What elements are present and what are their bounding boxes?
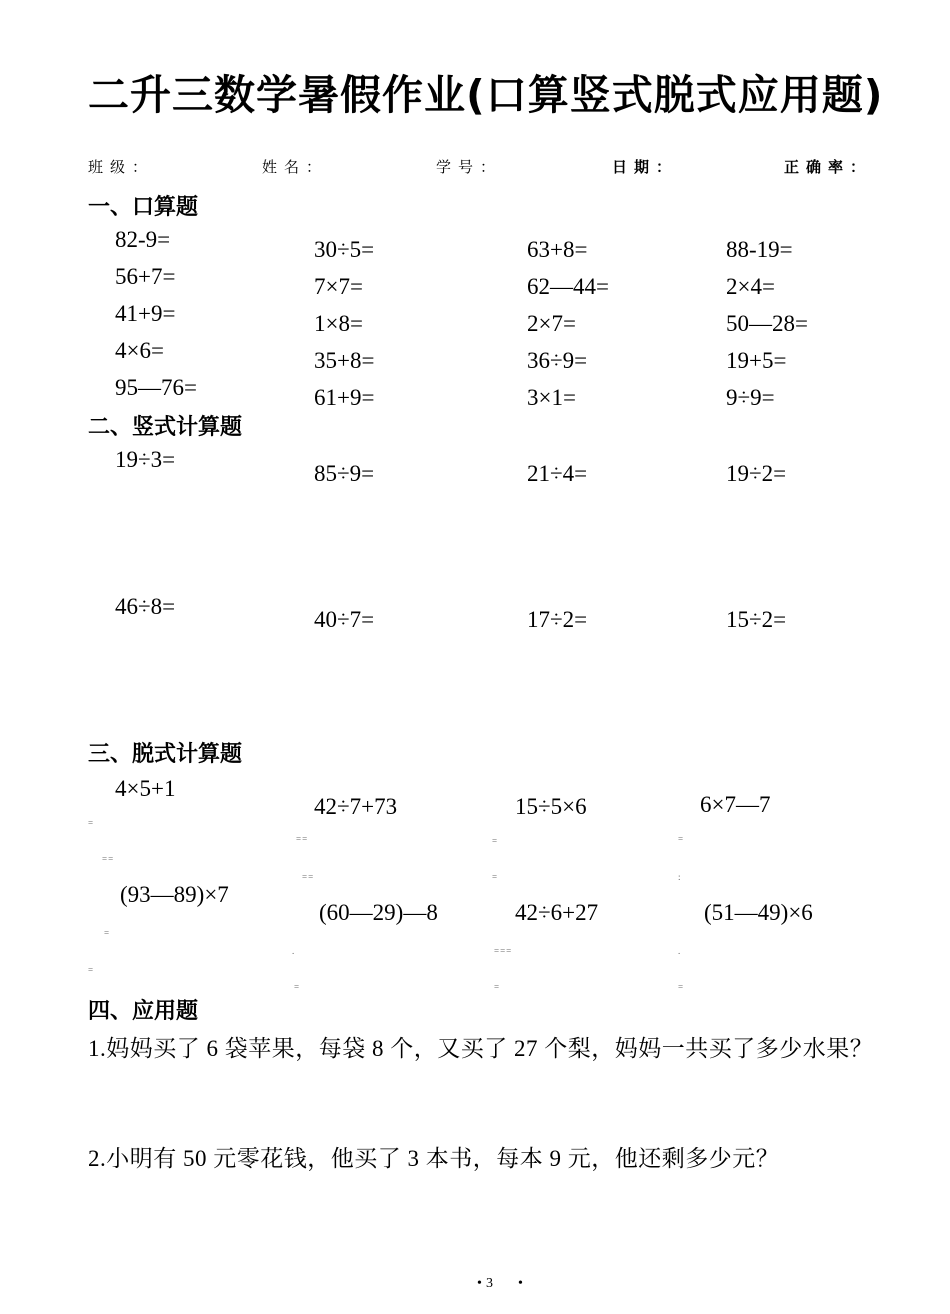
mental-math-problem: 88-19= [726,237,793,262]
answer-line-mark: = [88,818,95,828]
step-calc-problem: 15÷5×6 [515,794,587,819]
answer-line-mark: = [88,965,95,975]
step-calc-problem: (93—89)×7 [120,882,229,907]
date-label: 日期： [612,158,679,176]
section-heading-word-problems: 四、应用题 [88,999,199,1024]
mental-math-problem: 9÷9= [726,385,775,410]
answer-line-mark: == [302,872,315,882]
vertical-calc-problem: 46÷8= [115,594,176,619]
mental-math-problem: 63+8= [527,237,588,262]
section-heading-vertical-calc: 二、竖式计算题 [88,415,243,440]
footer-dot-right: • [518,1276,523,1291]
mental-math-problem: 50—28= [726,311,808,336]
vertical-calc-problem: 19÷3= [115,447,176,472]
accuracy-label: 正确率： [784,158,873,176]
step-calc-problem: 42÷6+27 [515,900,599,925]
mental-math-problem: 3×1= [527,385,576,410]
answer-line-mark: = [104,928,111,938]
vertical-calc-problem: 40÷7= [314,607,375,632]
answer-line-mark: == [102,854,115,864]
class-label: 班级： [88,158,155,176]
answer-line-mark: === [494,946,513,956]
vertical-calc-problem: 21÷4= [527,461,588,486]
mental-math-problem: 2×4= [726,274,775,299]
section-heading-step-calc: 三、脱式计算题 [88,742,243,767]
mental-math-problem: 62—44= [527,274,609,299]
mental-math-problem: 4×6= [115,338,164,363]
name-label: 姓名： [262,158,329,176]
answer-line-mark: . [292,946,296,956]
mental-math-problem: 7×7= [314,274,363,299]
mental-math-problem: 2×7= [527,311,576,336]
answer-line-mark: = [294,982,301,992]
step-calc-problem: 42÷7+73 [314,794,398,819]
mental-math-problem: 36÷9= [527,348,588,373]
vertical-calc-problem: 15÷2= [726,607,787,632]
answer-line-mark: = [494,982,501,992]
vertical-calc-problem: 17÷2= [527,607,588,632]
answer-line-mark: = [678,834,685,844]
mental-math-problem: 82-9= [115,227,171,252]
answer-line-mark: : [678,872,682,882]
step-calc-problem: (60—29)—8 [319,900,438,925]
mental-math-problem: 41+9= [115,301,176,326]
step-calc-problem: 6×7—7 [700,792,771,817]
answer-line-mark: = [492,836,499,846]
word-problem-1: 1.妈妈买了 6 袋苹果，每袋 8 个，又买了 27 个梨，妈妈一共买了多少水果？ [88,1036,874,1061]
page-title: 二升三数学暑假作业(口算竖式脱式应用题) [88,71,884,119]
vertical-calc-problem: 85÷9= [314,461,375,486]
answer-line-mark: == [296,834,309,844]
mental-math-problem: 1×8= [314,311,363,336]
vertical-calc-problem: 19÷2= [726,461,787,486]
mental-math-problem: 19+5= [726,348,787,373]
step-calc-problem: (51—49)×6 [704,900,813,925]
mental-math-problem: 56+7= [115,264,176,289]
mental-math-problem: 95—76= [115,375,197,400]
mental-math-problem: 61+9= [314,385,375,410]
page-number: 3 [486,1276,493,1291]
answer-line-mark: . [678,946,682,956]
footer-dot-left: • [477,1276,482,1291]
answer-line-mark: = [678,982,685,992]
mental-math-problem: 30÷5= [314,237,375,262]
section-heading-mental-math: 一、口算题 [88,195,199,220]
word-problem-2: 2.小明有 50 元零花钱，他买了 3 本书，每本 9 元，他还剩多少元？ [88,1146,780,1171]
step-calc-problem: 4×5+1 [115,776,176,801]
answer-line-mark: = [492,872,499,882]
mental-math-problem: 35+8= [314,348,375,373]
student-number-label: 学号： [436,158,503,176]
